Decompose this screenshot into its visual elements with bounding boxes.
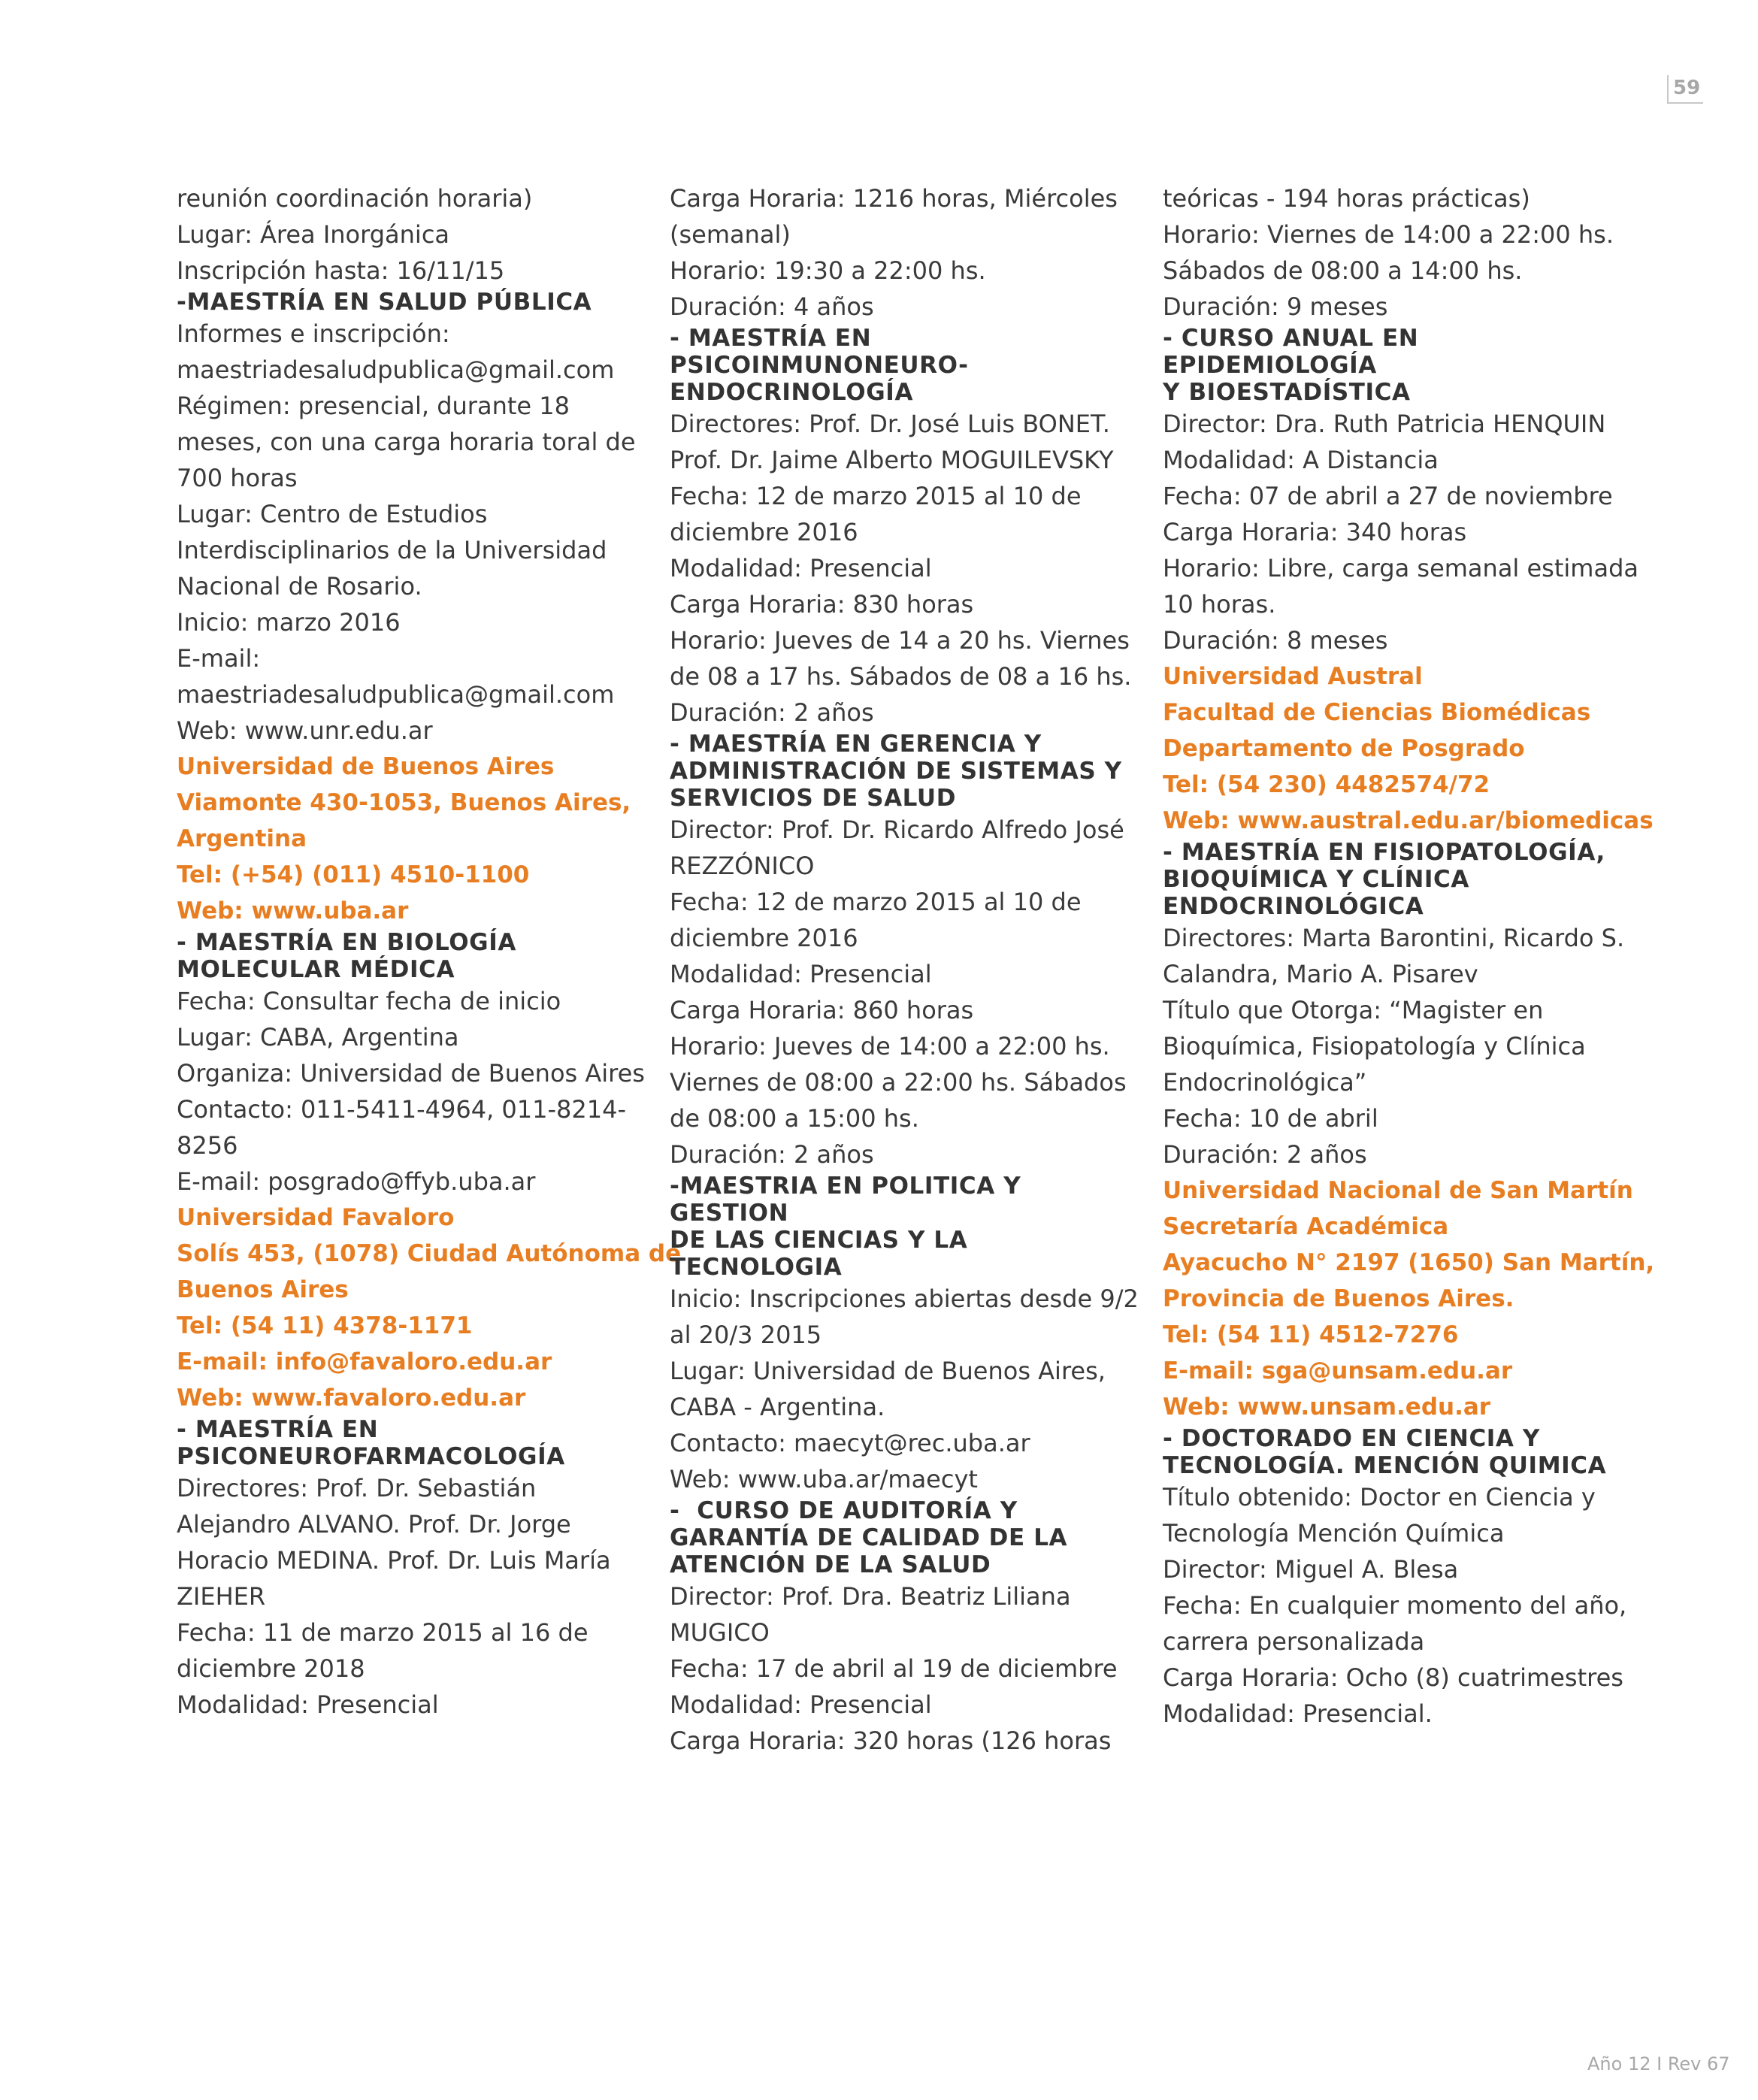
heading-line: PSICONEUROFARMACOLOGÍA [177,1443,565,1470]
text-line: REZZÓNICO [670,852,815,880]
text-line: Duración: 8 meses [1163,626,1388,655]
text-line: Tecnología Mención Química [1163,1519,1505,1548]
program-details [177,983,645,1200]
institution-web: Web: www.unsam.edu.ar [1163,1393,1491,1421]
institution-address: Argentina [177,825,307,852]
text-line: Nacional de Rosario. [177,572,422,601]
text-line: Fecha: 12 de marzo 2015 al 10 de [670,482,1082,510]
heading-line: MOLECULAR MÉDICA [177,956,455,983]
text-line: Fecha: 12 de marzo 2015 al 10 de [670,888,1082,916]
continued-section [670,180,1128,325]
text-line: Director: Prof. Dra. Beatriz Liliana [670,1582,1071,1611]
footer-issue-label: Año 12 I Rev 67 [1587,2053,1730,2074]
heading-line: SERVICIOS DE SALUD [670,785,957,812]
text-line: Interdisciplinarios de la Universidad [177,536,607,564]
text-line: Directores: Prof. Dr. José Luis BONET. [670,410,1110,438]
program-gerencia-sistemas-salud [670,731,1128,1173]
text-line: de 08:00 a 15:00 hs. [670,1104,919,1133]
institution-department: Departamento de Posgrado [1163,735,1525,762]
heading-line: - CURSO DE AUDITORÍA Y [670,1497,1018,1524]
institution-address: Viamonte 430-1053, Buenos Aires, [177,789,631,816]
institution-phone: Tel: (54 11) 4378-1171 [177,1312,473,1339]
institution-address: Buenos Aires [177,1276,349,1303]
web-text: Web: www.unr.edu.ar [177,716,433,745]
program-details [670,406,1132,731]
program-details [1163,1479,1627,1732]
heading-line: - MAESTRÍA EN BIOLOGÍA [177,929,516,956]
text-line: Prof. Dr. Jaime Alberto MOGUILEVSKY [670,446,1114,474]
text-line: Modalidad: Presencial. [1163,1699,1433,1728]
text-line: Inicio: marzo 2016 [177,608,401,637]
heading-line: - CURSO ANUAL EN EPIDEMIOLOGÍA [1163,325,1419,379]
heading-line: ENDOCRINOLÓGICA [1163,893,1424,920]
text-line: Horario: Jueves de 14 a 20 hs. Viernes [670,626,1130,655]
text-line: E-mail: [177,644,261,673]
text-line: Carga Horaria: 1216 horas, Miércoles [670,184,1118,213]
program-heading [670,1497,1128,1578]
institution-uba [177,749,635,929]
program-psicoinmunoneuroendocrinologia [670,325,1132,731]
text-line: 8256 [177,1131,238,1160]
text-line: Horacio MEDINA. Prof. Dr. Luis María [177,1546,611,1575]
text-line: Lugar: Universidad de Buenos Aires, [670,1357,1106,1385]
text-line: Duración: 4 años [670,292,874,321]
heading-line: -MAESTRIA EN POLITICA Y GESTION [670,1173,1021,1227]
institution-favaloro [177,1200,682,1416]
text-line: Calandra, Mario A. Pisarev [1163,960,1478,988]
text-line: Inicio: Inscripciones abiertas desde 9/2 [670,1285,1139,1313]
heading-line: GARANTÍA DE CALIDAD DE LA [670,1524,1068,1551]
text-line: Organiza: Universidad de Buenos Aires [177,1059,645,1088]
text-line: Contacto: 011-5411-4964, 011-8214- [177,1095,627,1124]
text-line: Informes e inscripción: [177,319,450,348]
text-line: diciembre 2016 [670,518,858,546]
program-details [177,316,635,749]
institution-austral [1163,658,1654,839]
institution-name: Universidad Austral [1163,663,1423,690]
text-line: carrera personalizada [1163,1627,1425,1656]
heading-line: ENDOCRINOLOGÍA [670,379,914,406]
text-line: reunión coordinación horaria) [177,184,533,213]
program-heading [1163,325,1621,406]
program-details [670,1578,1128,1759]
column-1 [177,180,682,1723]
heading-line: PSICOINMUNONEURO- [670,352,969,379]
text-line: Duración: 9 meses [1163,292,1388,321]
institution-email: E-mail: info@favaloro.edu.ar [177,1348,552,1375]
text-line: Fecha: 10 de abril [1163,1104,1378,1133]
heading-line: BIOQUÍMICA Y CLÍNICA [1163,866,1469,893]
text-line: diciembre 2018 [177,1654,365,1683]
institution-email: E-mail: sga@unsam.edu.ar [1163,1357,1513,1384]
text-line: Lugar: Centro de Estudios [177,500,488,528]
text-line: Fecha: Consultar fecha de inicio [177,987,561,1015]
program-auditoria-calidad [670,1497,1128,1759]
text-line: Modalidad: Presencial [670,554,932,582]
program-fisiopatologia [1163,839,1625,1173]
text-line: Carga Horaria: 860 horas [670,996,974,1024]
text-line: Lugar: CABA, Argentina [177,1023,459,1052]
text-line: Modalidad: Presencial [177,1690,439,1719]
program-heading [670,325,1128,406]
heading-line: Y BIOESTADÍSTICA [1163,379,1411,406]
text-line: Modalidad: Presencial [670,960,932,988]
text-line: (semanal) [670,220,791,249]
heading-line: - MAESTRÍA EN FISIOPATOLOGÍA, [1163,839,1605,866]
text-line: MUGICO [670,1618,770,1647]
institution-department: Secretaría Académica [1163,1213,1449,1240]
program-details [1163,406,1638,658]
program-psiconeurofarmacologia [177,1416,635,1723]
program-biologia-molecular [177,929,645,1200]
institution-phone: Tel: (54 230) 4482574/72 [1163,771,1490,798]
text-line: Fecha: En cualquier momento del año, [1163,1591,1627,1620]
text-line: Carga Horaria: 830 horas [670,590,974,619]
heading-line: TECNOLOGÍA. MENCIÓN QUIMICA [1163,1452,1607,1479]
institution-name: Universidad Favaloro [177,1204,455,1231]
institution-address: Provincia de Buenos Aires. [1163,1285,1514,1312]
text-line: Lugar: Área Inorgánica [177,220,450,249]
text-line: diciembre 2016 [670,924,858,952]
text-line: Duración: 2 años [670,698,874,727]
text-line: 700 horas [177,464,298,492]
text-line: Título obtenido: Doctor en Ciencia y [1163,1483,1596,1511]
text-line: 10 horas. [1163,590,1276,619]
text-line: Endocrinológica” [1163,1068,1367,1097]
text-line: Horario: Libre, carga semanal estimada [1163,554,1638,582]
text-line: al 20/3 2015 [670,1321,822,1349]
text-line: Duración: 2 años [670,1140,874,1169]
text-line: Modalidad: Presencial [670,1690,932,1719]
program-heading [670,1173,1128,1281]
heading-line: - MAESTRÍA EN GERENCIA Y [670,731,1042,758]
heading-line: ATENCIÓN DE LA SALUD [670,1551,991,1578]
text-line: Carga Horaria: Ocho (8) cuatrimestres [1163,1663,1623,1692]
text-line: Sábados de 08:00 a 14:00 hs. [1163,256,1523,285]
text-line: Duración: 2 años [1163,1140,1367,1169]
institution-phone: Tel: (+54) (011) 4510-1100 [177,861,530,888]
institution-name: Universidad Nacional de San Martín [1163,1177,1633,1204]
program-details [670,1281,1139,1497]
text-line: Director: Prof. Dr. Ricardo Alfredo José [670,815,1124,844]
institution-web: Web: www.austral.edu.ar/biomedicas [1163,807,1654,834]
text-line: Título que Otorga: “Magister en [1163,996,1544,1024]
heading-line: -MAESTRÍA EN SALUD PÚBLICA [177,289,592,316]
program-heading [670,731,1128,812]
text-line: Régimen: presencial, durante 18 [177,392,570,420]
program-details [177,1470,635,1723]
web-text: Web: www.uba.ar/maecyt [670,1465,978,1493]
program-heading [177,1416,635,1470]
program-details [670,812,1128,1173]
text-line: Fecha: 07 de abril a 27 de noviembre [1163,482,1613,510]
page-number: 59 [1667,75,1703,104]
text-line: Director: Miguel A. Blesa [1163,1555,1459,1584]
continued-section [177,180,635,289]
continued-section [1163,180,1621,325]
text-line: Carga Horaria: 340 horas [1163,518,1467,546]
text-line: Director: Dra. Ruth Patricia HENQUIN [1163,410,1606,438]
institution-web: Web: www.uba.ar [177,897,409,924]
program-politica-gestion-ciencias [670,1173,1139,1497]
heading-line: - MAESTRÍA EN [670,325,872,352]
text-line: Alejandro ALVANO. Prof. Dr. Jorge [177,1510,571,1539]
institution-name: Universidad de Buenos Aires [177,753,555,780]
program-heading [177,289,635,316]
program-heading [177,929,635,983]
program-doctorado-ciencia [1163,1425,1627,1732]
text-line: Directores: Marta Barontini, Ricardo S. [1163,924,1625,952]
column-3 [1163,180,1655,1732]
text-line: de 08 a 17 hs. Sábados de 08 a 16 hs. [670,662,1132,691]
text-line: Viernes de 08:00 a 22:00 hs. Sábados [670,1068,1127,1097]
text-line: Horario: Jueves de 14:00 a 22:00 hs. [670,1032,1110,1061]
text-line: Carga Horaria: 320 horas (126 horas [670,1726,1112,1755]
text-line: ZIEHER [177,1582,266,1611]
text-line: Fecha: 11 de marzo 2015 al 16 de [177,1618,589,1647]
text-line: teóricas - 194 horas prácticas) [1163,184,1530,213]
text-line: meses, con una carga horaria toral de [177,428,636,456]
institution-address: Solís 453, (1078) Ciudad Autónoma de [177,1240,682,1267]
program-heading [1163,839,1621,920]
heading-line: - DOCTORADO EN CIENCIA Y [1163,1425,1540,1452]
institution-address: Ayacucho N° 2197 (1650) San Martín, [1163,1249,1655,1276]
column-2 [670,180,1139,1759]
program-heading [1163,1425,1621,1479]
program-salud-publica [177,289,635,749]
text-line: Horario: Viernes de 14:00 a 22:00 hs. [1163,220,1614,249]
institution-web: Web: www.favaloro.edu.ar [177,1384,526,1412]
text-line: CABA - Argentina. [670,1393,885,1421]
program-details [1163,920,1625,1173]
institution-faculty: Facultad de Ciencias Biomédicas [1163,699,1591,726]
email-text: maestriadesaludpublica@gmail.com [177,680,615,709]
text-line: Inscripción hasta: 16/11/15 [177,256,505,285]
institution-phone: Tel: (54 11) 4512-7276 [1163,1321,1459,1348]
heading-line: ADMINISTRACIÓN DE SISTEMAS Y [670,758,1122,785]
text-line: Directores: Prof. Dr. Sebastián [177,1474,537,1502]
text-line: Modalidad: A Distancia [1163,446,1439,474]
program-epidemiologia [1163,325,1638,658]
text-line: Horario: 19:30 a 22:00 hs. [670,256,986,285]
text-line: Bioquímica, Fisiopatología y Clínica [1163,1032,1586,1061]
email-text: maestriadesaludpublica@gmail.com [177,356,615,384]
email-text: Contacto: maecyt@rec.uba.ar [670,1429,1030,1457]
heading-line: - MAESTRÍA EN [177,1416,379,1443]
heading-line: DE LAS CIENCIAS Y LA TECNOLOGIA [670,1227,968,1281]
text-line: Fecha: 17 de abril al 19 de diciembre [670,1654,1118,1683]
email-text: E-mail: posgrado@ffyb.uba.ar [177,1167,536,1196]
institution-unsam [1163,1173,1655,1425]
